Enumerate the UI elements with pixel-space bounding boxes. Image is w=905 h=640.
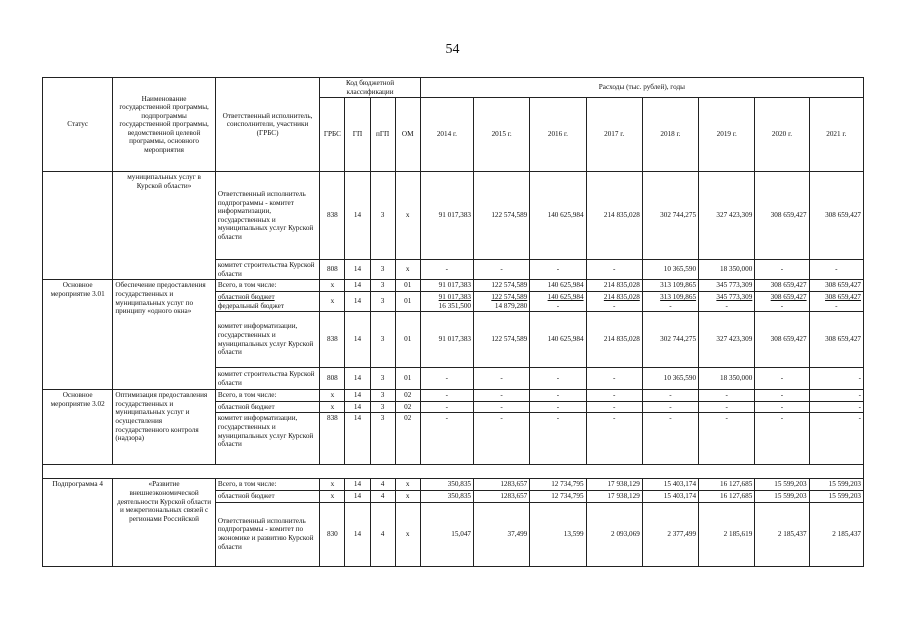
table-row: Основное мероприятие 3.02 Оптимизация предоставления государственных и муниципальных услуг и осуществления государственного контроля (надзора) Всего, в том числе: х 14 3 02 - - - - - - - - (43, 390, 864, 402)
header-code-group: Код бюджетной классификации (320, 78, 420, 98)
status-cell: Основное мероприятие 3.02 (43, 390, 113, 465)
header-code-col: ГП (345, 98, 370, 172)
table-row: Подпрограмма 4 «Развитие внешнеэкономической деятельности Курской области и межрегиональных связей с регионами Российской Всего, в том числе: х 14 4 х 350,835 1283,657 12 734,795 17 938,129 15 403,174 16 127,685 15 599,203 15 599,203 (43, 479, 864, 491)
table-row: комитет информатизации, государственных и муниципальных услуг Курской области 838 14 3 01 91 017,383 122 574,589 140 625,984 214 835,028 302 744,275 327 423,309 308 659,427 308 659,427 (43, 312, 864, 368)
executor-cell: Ответственный исполнитель подпрограммы - комитет информатизации, государственных и муниципальных услуг Курской области (215, 172, 320, 260)
page-number: 54 (445, 42, 460, 57)
table-row: комитет информатизации, государственных и муниципальных услуг Курской области 838 14 3 02 - - - - - - - - (43, 413, 864, 465)
header-year: 2014 г. (420, 98, 473, 172)
program-name: «Развитие внешнеэкономической деятельности Курской области и межрегиональных связей с регионами Российской (113, 479, 215, 566)
header-year: 2017 г. (586, 98, 642, 172)
program-name: Оптимизация предоставления государственных и муниципальных услуг и осуществления государственного контроля (надзора) (113, 390, 215, 465)
table-row: Основное мероприятие 3.01 Обеспечение предоставления государственных и муниципальных услуг по принципу «одного окна» Всего, в том числе: х 14 3 01 91 017,383 122 574,589 140 625,984 214 835,028 313 109,865 345 773,309 308 659,427 308 659,427 (43, 280, 864, 292)
status-cell: Основное мероприятие 3.01 (43, 280, 113, 390)
budget-table (42, 77, 864, 567)
table-row: муниципальных услуг в Курской области» Ответственный исполнитель подпрограммы - комитет информатизации, государственных и муниципальных услуг Курской области 838 14 3 х 91 017,383 122 574,589 140 625,984 214 835,028 302 744,275 327 423,309 308 659,427 308 659,427 (43, 172, 864, 260)
status-cell: Подпрограмма 4 (43, 479, 113, 566)
program-name: муниципальных услуг в Курской области» (113, 172, 215, 280)
table-row: областной бюджет х 14 3 02 - - - - - - - - (43, 401, 864, 413)
header-name: Наименование государственной программы, подпрограммы государственной программы, ведомственной целевой программы, основного мероприятия (113, 78, 215, 172)
header-executor: Ответственный исполнитель, соисполнители, участники (ГРБС) (215, 78, 320, 172)
header-code-col: ОМ (395, 98, 420, 172)
table-row: Ответственный исполнитель подпрограммы - комитет по экономике и развитию Курской области 830 14 4 х 15,047 37,499 13,599 2 093,069 2 377,499 2 185,619 2 185,437 2 185,437 (43, 502, 864, 566)
table-row: комитет строительства Курской области 808 14 3 01 - - - - 10 365,590 18 350,000 - - (43, 368, 864, 390)
executor-cell: комитет строительства Курской области (215, 260, 320, 280)
header-year: 2016 г. (530, 98, 586, 172)
table-row: областной бюджет х 14 4 х 350,835 1283,657 12 734,795 17 938,129 15 403,174 16 127,685 15 599,203 15 599,203 (43, 490, 864, 502)
table-row: комитет строительства Курской области 808 14 3 х - - - - 10 365,590 18 350,000 - - (43, 260, 864, 280)
table-row: областной бюджет федеральный бюджет х 14 3 01 91 017,383 16 351,500 122 574,589 14 879,280 140 625,984 - 214 835,028 - 313 109,865 - 345 773,309 - 308 659,427 - 308 659,427 - (43, 291, 864, 311)
header-code-col: пГП (370, 98, 395, 172)
header-code-col: ГРБС (320, 98, 345, 172)
spacer-row (43, 465, 864, 479)
header-year: 2021 г. (809, 98, 863, 172)
header-row-1 (43, 78, 864, 98)
header-year: 2015 г. (474, 98, 530, 172)
header-status: Статус (43, 78, 113, 172)
header-year: 2018 г. (642, 98, 698, 172)
header-year: 2019 г. (699, 98, 755, 172)
header-expense-group: Расходы (тыс. рублей), годы (420, 78, 863, 98)
program-name: Обеспечение предоставления государственных и муниципальных услуг по принципу «одного окна» (113, 280, 215, 390)
header-year: 2020 г. (755, 98, 809, 172)
